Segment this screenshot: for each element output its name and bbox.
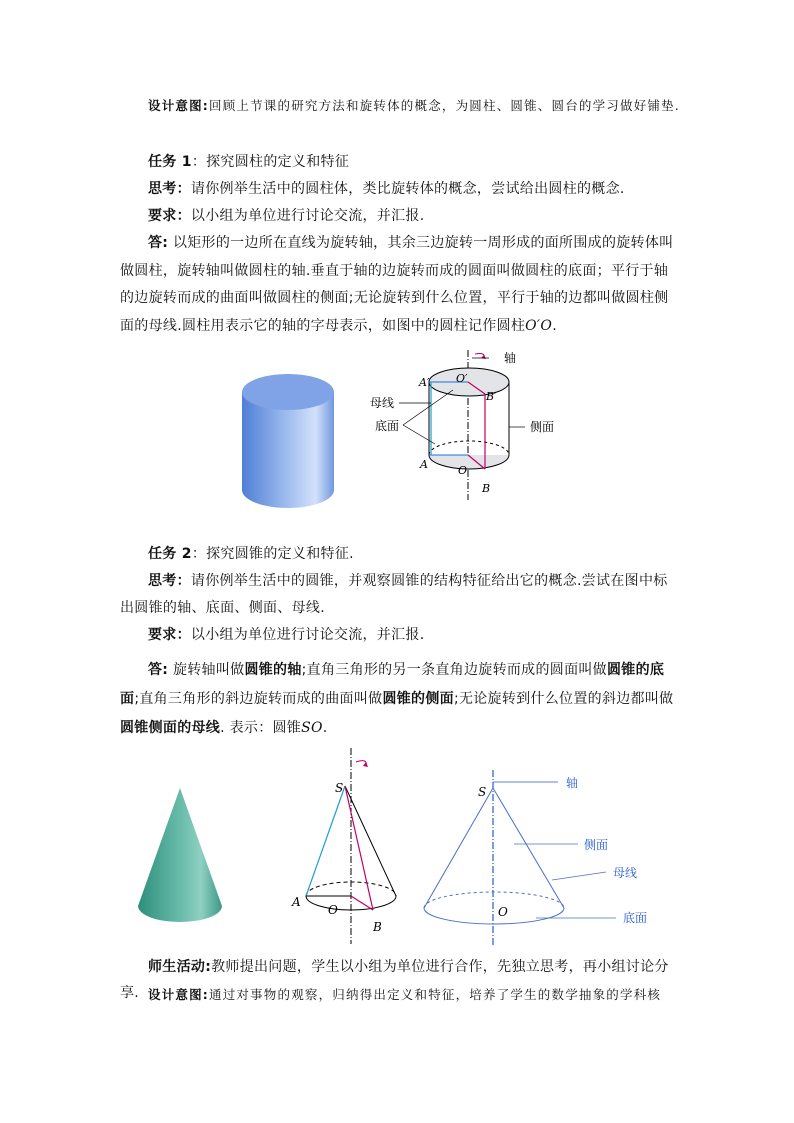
lateral-label: 侧面 [530, 420, 555, 434]
design-intent-text-2: 通过对事物的观察，归纳得出定义和特征，培养了学生的数学抽象的学科核 [209, 987, 662, 1002]
think-text-2: 请你例举生活中的圆锥，并观察圆锥的结构特征给出它的概念.尝试在图中标出圆锥的轴、底面、侧面、母线. [120, 573, 668, 616]
requirement-text: 以小组为单位进行讨论交流，并汇报. [190, 208, 425, 224]
task1-text: ：探究圆柱的定义和特征 [191, 154, 350, 170]
point-A: A [420, 458, 428, 471]
task1-answer [120, 230, 680, 340]
answer-end-2: . [322, 720, 328, 736]
design-intent-2 [120, 982, 680, 1008]
cylinder-symbol: O′O [525, 317, 553, 334]
cone-point-O: O [328, 903, 338, 917]
point-O: O [458, 464, 468, 477]
design-intent-text: 回顾上节课的研究方法和旋转体的概念，为圆柱、圆锥、圆台的学习做好铺垫. [209, 98, 680, 113]
task1-requirement [120, 203, 680, 229]
design-intent-label: 设计意图: [148, 98, 209, 113]
cone2-point-S: S [478, 785, 487, 799]
answer-text-b: ;直角三角形的另一条直角边旋转而成的圆面叫做 [301, 662, 607, 678]
cone-point-B: B [373, 920, 382, 934]
cone2-generatrix-label: 母线 [613, 866, 638, 880]
solid-cone-figure [130, 784, 250, 934]
task2-requirement [120, 622, 680, 648]
annotated-cone-figure [420, 768, 660, 948]
task2-title [120, 541, 680, 567]
solid-cylinder-figure [236, 370, 340, 512]
answer-label-2: 答: [148, 662, 169, 678]
answer-text-c: ;直角三角形的斜边旋转而成的曲面叫做 [134, 691, 383, 707]
answer-bold-d: 圆锥侧面的母线 [120, 720, 221, 736]
design-intent-label-2: 设计意图: [148, 987, 209, 1002]
generatrix-label: 母线 [370, 396, 395, 410]
think-text: 请你例举生活中的圆柱体，类比旋转体的概念，尝试给出圆柱的概念. [190, 181, 625, 197]
answer-bold-b: 圆锥的底面 [120, 662, 665, 707]
point-B: B [482, 482, 491, 495]
labeled-cylinder-figure [365, 342, 565, 502]
answer-text-e: . 表示：圆锥 [220, 720, 302, 736]
answer-label: 答: [148, 235, 169, 251]
task2-answer [120, 656, 680, 743]
requirement-label-2: 要求： [148, 627, 191, 643]
point-O-top: O′ [456, 372, 468, 385]
think-label: 思考： [148, 181, 191, 197]
cone-point-A: A [292, 895, 301, 909]
task2-think [120, 568, 680, 622]
activity-label: 师生活动: [148, 959, 212, 975]
think-label-2: 思考： [148, 573, 191, 589]
activity-text: 教师提出问题，学生以小组为单位进行合作，先独立思考，再小组讨论分享. [120, 959, 669, 1001]
base-label: 底面 [375, 419, 400, 433]
labeled-cone-figure [288, 748, 408, 948]
requirement-label: 要求： [148, 208, 191, 224]
task2-text: ：探究圆锥的定义和特征. [191, 546, 354, 562]
answer-text-a: 旋转轴叫做 [168, 662, 245, 678]
axis-label: 轴 [504, 351, 517, 365]
answer-bold-a: 圆锥的轴 [244, 662, 302, 678]
answer-text: 以矩形的一边所在直线为旋转轴，其余三边旋转一周形成的面所围成的旋转体叫做圆柱，旋转轴叫做圆柱的轴.垂直于轴的边旋转而成的圆面叫做圆柱的底面；平行于轴的边旋转而成的曲面叫做圆柱的侧面;无论旋转到什么位置，平行于轴的边都叫做圆柱侧面的母线.圆柱用表示它的轴的字母表示，如图中的圆柱记作圆柱 [120, 235, 674, 334]
design-intent-1 [120, 92, 680, 120]
answer-bold-c: 圆锥的侧面 [382, 691, 454, 707]
cone-point-S: S [335, 781, 344, 795]
task1-title [120, 149, 680, 175]
task2-label: 任务 2 [148, 546, 192, 562]
requirement-text-2: 以小组为单位进行讨论交流，并汇报. [190, 627, 425, 643]
cone2-axis-label: 轴 [566, 776, 579, 790]
task1-label: 任务 1 [148, 154, 192, 170]
cone-symbol: SO [301, 720, 323, 736]
point-B-top: B′ [486, 390, 497, 403]
point-A-top: A′ [419, 376, 430, 389]
cone2-base-label: 底面 [623, 911, 648, 925]
answer-text-d: ;无论旋转到什么位置的斜边都叫做 [453, 691, 674, 707]
answer-end: . [552, 317, 557, 334]
cone2-lateral-label: 侧面 [584, 838, 609, 852]
task1-think [120, 176, 680, 202]
cone2-point-O: O [498, 905, 508, 919]
